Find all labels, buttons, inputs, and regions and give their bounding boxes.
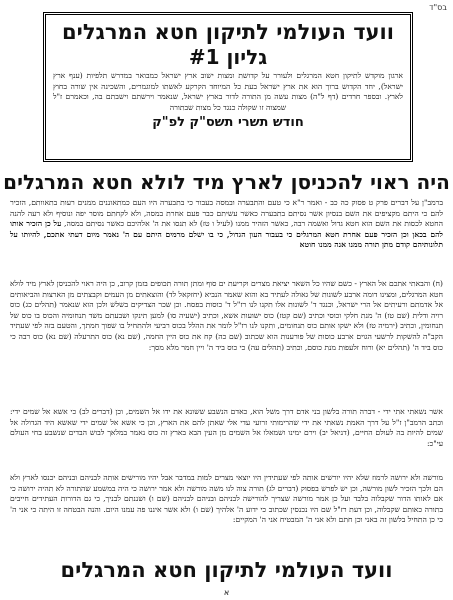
- page-number: א: [223, 588, 230, 597]
- paragraph-1-bold: על כן הזכיר אותו להם בכאן וכן הזכיר פעם אחרת חטא המרגלים כי בעבור העון הגדול, כי בו ישלם מרמים היתם עם ה' נאמר מיום דעתי אתכם, להיותו על תלונותיהם קודם מתן תורה ממנו אנה ממנו חוטא: [10, 219, 443, 250]
- header-intro: ארגון מוקדש לתיקון חטא המרגלים ולעורר על קדושת ומצות ישוב ארץ ישראל כמבואר במדרש תלפיות (ענף ארץ ישראל), יחד הקדוש ברוך הוא את ארץ ישראל בעת כל המיוחד הקרקע לאשתו למוגמרים, והשכינה אין שורה בחוץ לארץ. ובספר חרדים (דף ל"ה) מצות עשה מן התורה לדור בארץ ישראל, שנאמר וירשתם וישבתם בה, וכאמרם ז"ל שמצוה זו שקולה כנגד כל מצות שבתורה: [53, 71, 403, 112]
- paragraph-2: (ח) והבאתי אתכם אל הארץ - כשם שהיו כל השאר יציאת מצרים וקריעת ים סוף ומתן תורה תכופים בזמן קרוב, כן היה ראוי להכניסן לארץ מיד לולא חטא המרגלים, ומצינו דומה ארבע לשונות של גאולה לעתיד בא והוא שאמר הנביא (יחזקאל לד) והוצאתים מן העמים וקבצתים מן הארצות והביאותים אל אדמתם ורעיתים אל הרי ישראל, וכנגד ד' לשונות אלו תקנו לנו רז"ל ד' כוסות בפסח. וכן שכר הצדיקים בשלש ולכן הוא שנאמר (תהלים כג) כוס רויה ודלית (שם טז) ה' מנת חלקי וכוסי וכתיב (שם קטז) כוס ישועות אשא, וכתיב (ישעיה סו) למען תינקו ושבעתם משד תנחומיה והכוס בו כוס של תנחומין, וכתיב (ירמיה טז) ולא ישקו אותם כוס תנחומים, ותקנו לנו רז"ל לומר את ההלל בכוס רביעי ולהתחיל בו שפוך חמתך, והטעם בזה לפי שעתיד הקב"ה להשקות לרשעי הגוים ארבע כוסות של פורענות הוא שכתוב (שם כה) קח את כוס היין החמה, (שם נא) כוס התרעלה (שם נא) כוס רבה כי כוס ביד ה' (תהלים יא) ורוח זלעפות מנת כוסם, וכתיב (תהלים עה) כי כוס ביד ה' ויין חמר מלא מסך:: [10, 279, 443, 352]
- paragraph-1: [10, 198, 443, 251]
- section-title: היה ראוי להכניסן לארץ מיד לולא חטא המרגלים: [3, 170, 450, 194]
- issue-number: גליון #1: [188, 45, 268, 69]
- corner-mark: בס"ד: [429, 3, 447, 12]
- paragraph-1-text: ברמב"ן על דברים פרק ט פסוק כה כב - ואמר ר"א כי טעם והתבערה ובמסה בעבור כי בתבערה היו העם כמתאוננים ממנים רעות בתאוותם, הזכיר להם כי היתם מקציפים את השם בנסיון אשר נסיתם בתבערה כאשר עשיתם כבר פעם אחרת במסה, ולא לקחתם מוסר יפה ונוסיף ולא רעה להנה החטא לכסות את השם הוא חטא גדול ואשמה רבה, כאשר הזהיר ממנו (לעיל ו טז) לא תנסו את ה' אלהיכם כאשר נסיתם במסה,: [10, 198, 443, 229]
- paragraph-3: אשר נשאתי אתי ידי - דברה תורה בלשון בני אדם דרך משל הוא, כאדם הנשבע ששונא את ידו אל השמים, וכן (דברים לב) כי אשא אל שמים ידי: וכתב הרמב"ן ז"ל על דרך האמת נשאתי את ידי שהרימותי זרועי עדי אלי שאתן להם את הארץ, וכן כי אשא אל שמים ידי שאשא היד הגדולה אל שמים להיות בה לעולם החיים, (דניאל יב) וירם ימינו ושמאלו אל השמים מן העין הבא בארץ זה כוס נאמר במלאך לבוש הבדים שנשבע בחי העולם עי"כ:: [10, 407, 443, 448]
- footer-title: וועד העולמי לתיקון חטא המרגלים: [60, 558, 393, 582]
- header-title: וועד העולמי לתיקון חטא המרגלים: [62, 20, 394, 44]
- header-date: חודש תשרי תשס"ק לפ"ק: [152, 115, 304, 131]
- header-box: [43, 12, 413, 162]
- paragraph-4: מורשה ולא ירושה לרמוז שלא יהיו יורשים אותה לפי שעתידין היו יוצאי מצרים למות במדבר אבל יהיו מורישים אותה לבניהם ובניהם יכנסו לארץ ולא הם ולכך הזכיר לשון מורשה, וכן יש לפרש בפסוק (דברים לג) תורה צוה לנו משה מורשה ולא אמר ירושה כי היה במשמע שהתורה לא תהיה ירושה כי אם לאותו הדור שקבלוה בלבד ועל כן אמר מורשה שצריך להורישה לבניהם ובניהם לבניהם (שם ו) ושננתם לבניך, כי גם הדורות העתידים חייבים בתורה כאותם שקבלוה, וכן דעת רז"ל שם היו נכנסין שכתוב כי ידוע ה' אלהיך (שם ו) ולא אשר איננו פה עמנו היום. והנה הבטחה זו היתה כי אני ה' כי כן התחיל בלשון זה באני וכן חתם ולא אני ה' המבטיח אני ה' המקיים:: [10, 473, 443, 525]
